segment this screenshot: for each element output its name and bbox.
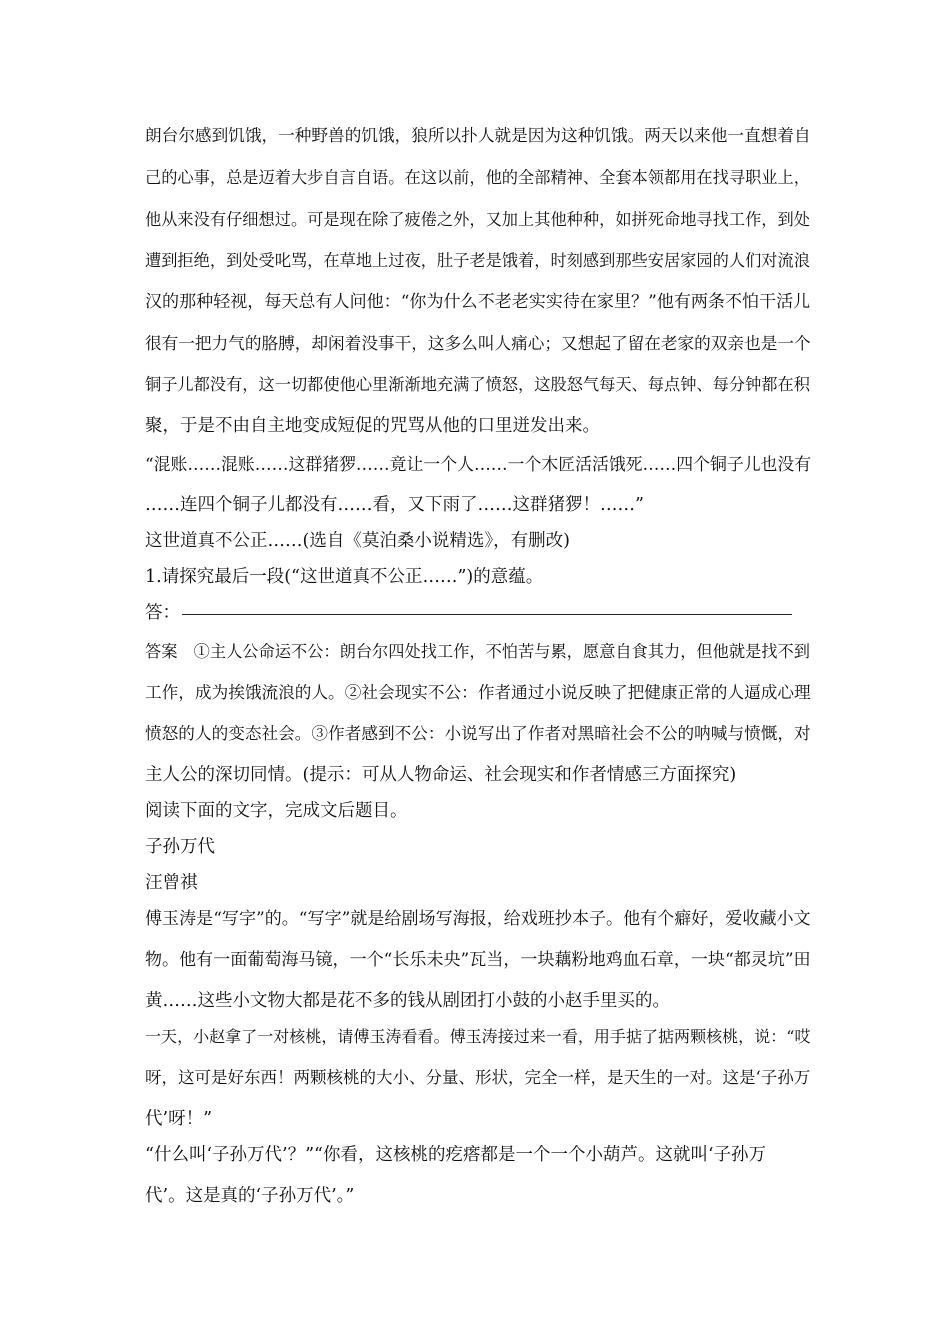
answer-line: 答案 ①主人公命运不公：朗台尔四处找工作，不怕苦与累，愿意自食其力，但他就是找不到 [145, 642, 810, 661]
instruction-text: 阅读下面的文字，完成文后题目。 [145, 801, 408, 821]
answer-underline [182, 613, 792, 615]
text-line: 物。他有一面葡萄海马镜，一个“长乐未央”瓦当，一块藕粉地鸡血石章，一块“都灵坑”田 [145, 950, 811, 970]
text-line: 傅玉涛是“写字”的。“写字”就是给剧场写海报，给戏班抄本子。他有个癖好，爱收藏小文 [145, 909, 811, 929]
text-line: 汉的那种轻视，每天总有人问他：“你为什么不老老实实待在家里？”他有两条不怕干活儿 [145, 292, 811, 312]
text-line: 他从来没有仔细想过。可是现在除了疲倦之外，又加上其他种种，如拼死命地寻找工作，到处 [145, 210, 810, 229]
text-line: “什么叫‘子孙万代’？”“你看，这核桃的疙瘩都是一个一个小葫芦。这就叫‘子孙万 [145, 1145, 767, 1165]
text-line: 黄……这些小文物大都是花不多的钱从剧团打小鼓的小赵手里买的。 [145, 991, 670, 1011]
answer-prompt: 答： [145, 603, 180, 623]
answer-line: 主人公的深切同情。(提示：可从人物命运、社会现实和作者情感三方面探究) [145, 765, 737, 785]
story-title: 子孙万代 [145, 837, 215, 857]
text-line: 遭到拒绝，到处受叱骂，在草地上过夜，肚子老是饿着，时刻感到那些安居家园的人们对流浪 [145, 251, 810, 270]
text-line: 很有一把力气的胳膊，却闲着没事干，这多么叫人痛心；又想起了留在老家的双亲也是一个 [145, 334, 811, 353]
text-line: 己的心事，总是迈着大步自言自语。在这以前，他的全部精神、全套本领都用在找寻职业上， [145, 168, 810, 187]
text-line: 代’呀！” [145, 1109, 213, 1129]
text-line: 呀，这可是好东西！两颗核桃的大小、分量、形状，完全一样，是天生的一对。这是‘子孙万 [145, 1068, 811, 1087]
answer-field[interactable] [145, 602, 792, 624]
text-line: 一天，小赵拿了一对核桃，请傅玉涛看看。傅玉涛接过来一看，用手掂了掂两颗核桃，说：“哎 [145, 1027, 811, 1046]
text-line: “混账……混账……这群猪猡……竟让一个人……一个木匠活活饿死……四个铜子儿也没有 [145, 454, 812, 474]
text-line: 代’。这是真的‘子孙万代’。” [145, 1186, 355, 1206]
text-line: 这世道真不公正……(选自《莫泊桑小说精选》，有删改) [145, 531, 570, 551]
text-line: 朗台尔感到饥饿，一种野兽的饥饿，狼所以扑人就是因为这种饥饿。两天以来他一直想着自 [145, 126, 811, 145]
question-text: 1.请探究最后一段(“这世道真不公正……”)的意蕴。 [145, 567, 544, 587]
answer-line: 愤怒的人的变态社会。③作者感到不公：小说写出了作者对黑暗社会不公的呐喊与愤慨，对 [145, 724, 811, 743]
text-line: 铜子儿都没有，这一切都使他心里渐渐地充满了愤怒，这股怒气每天、每点钟、每分钟都在积 [145, 375, 810, 394]
story-author: 汪曾祺 [145, 873, 198, 893]
text-line: ……连四个铜子儿都没有……看，又下雨了……这群猪猡！……” [145, 495, 644, 515]
answer-line: 工作，成为挨饿流浪的人。②社会现实不公：作者通过小说反映了把健康正常的人逼成心理 [145, 683, 811, 702]
text-line: 聚，于是不由自主地变成短促的咒骂从他的口里迸发出来。 [145, 416, 600, 436]
